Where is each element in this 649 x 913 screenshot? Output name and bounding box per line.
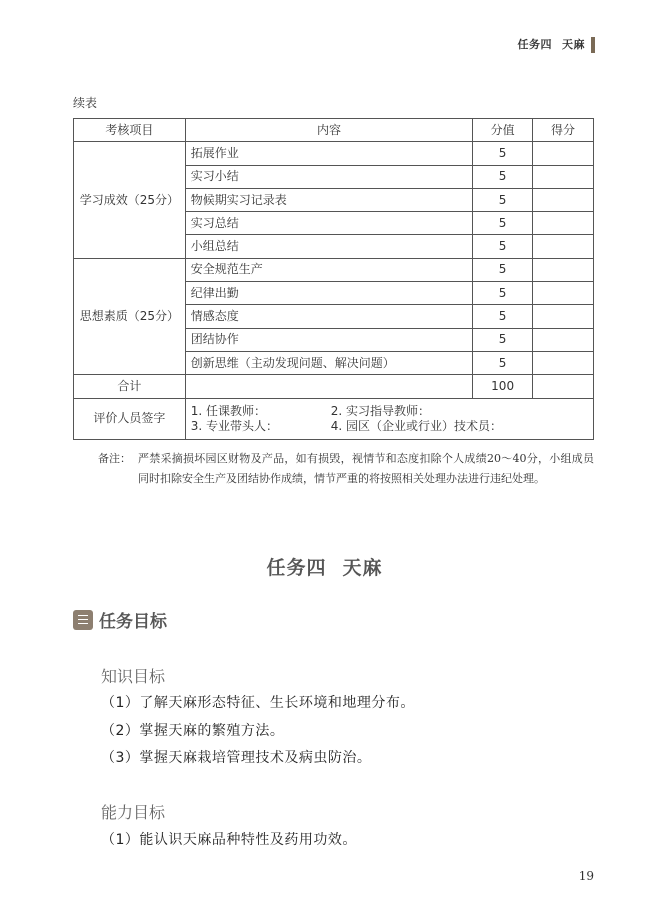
content-cell: 情感态度 (185, 305, 472, 328)
header-title: 天麻 (562, 38, 585, 51)
earned-score-cell (533, 165, 594, 188)
score-cell: 5 (473, 282, 533, 305)
goals-heading (73, 607, 167, 632)
column-header: 考核项目 (74, 119, 186, 142)
score-cell: 5 (473, 351, 533, 374)
signature-label: 评价人员签字 (74, 398, 186, 439)
header-task: 任务四 (517, 38, 552, 51)
earned-score-cell (533, 282, 594, 305)
total-content-cell (185, 375, 472, 398)
signature-lead: 3. 专业带头人： (190, 418, 278, 433)
score-cell: 5 (473, 212, 533, 235)
earned-score-cell (533, 235, 594, 258)
score-cell: 5 (473, 165, 533, 188)
content-cell: 拓展作业 (185, 142, 472, 165)
total-score: 100 (473, 375, 533, 398)
note-label: 备注： (98, 452, 131, 465)
signature-instructor: 2. 实习指导教师： (330, 403, 430, 418)
score-cell: 5 (473, 235, 533, 258)
group-label: 思想素质（25分） (74, 258, 186, 374)
ability-heading: 能力目标 (101, 803, 166, 822)
earned-score-cell (533, 258, 594, 281)
running-header (518, 36, 596, 53)
goals-heading-text: 任务目标 (99, 612, 167, 632)
knowledge-item: （2）掌握天麻的繁殖方法。 (101, 723, 285, 739)
table-row (74, 258, 594, 281)
signature-cell (185, 398, 593, 439)
column-header: 得分 (533, 119, 594, 142)
page-number: 19 (578, 869, 594, 883)
knowledge-item: （3）掌握天麻栽培管理技术及病虫防治。 (101, 750, 372, 766)
earned-score-cell (533, 188, 594, 211)
knowledge-item: （1）了解天麻形态特征、生长环境和地理分布。 (101, 695, 415, 711)
content-cell: 纪律出勤 (185, 282, 472, 305)
section-title (0, 553, 649, 580)
total-label: 合计 (74, 375, 186, 398)
score-cell: 5 (473, 142, 533, 165)
section-name: 天麻 (342, 557, 383, 579)
earned-score-cell (533, 212, 594, 235)
signature-teacher: 1. 任课教师： (190, 403, 266, 418)
score-cell: 5 (473, 328, 533, 351)
earned-score-cell (533, 328, 594, 351)
signature-row (74, 398, 594, 439)
ability-item: （1）能认识天麻品种特性及药用功效。 (101, 832, 357, 848)
clipboard-icon (73, 610, 93, 630)
content-cell: 小组总结 (185, 235, 472, 258)
content-cell: 实习总结 (185, 212, 472, 235)
earned-total-cell (533, 375, 594, 398)
content-cell: 团结协作 (185, 328, 472, 351)
signature-technician: 4. 园区（企业或行业）技术员： (330, 418, 502, 433)
table-header-row (74, 119, 594, 142)
earned-score-cell (533, 142, 594, 165)
total-row (74, 375, 594, 398)
earned-score-cell (533, 351, 594, 374)
column-header: 分值 (473, 119, 533, 142)
assessment-table (73, 118, 594, 440)
score-cell: 5 (473, 305, 533, 328)
column-header: 内容 (185, 119, 472, 142)
knowledge-heading: 知识目标 (101, 667, 166, 686)
section-task: 任务四 (266, 557, 327, 579)
note-text: 严禁采摘损坏园区财物及产品，如有损毁，视情节和态度扣除个人成绩20～40分，小组成员同时扣除安全生产及团结协作成绩，情节严重的将按照相关处理办法进行违纪处理。 (138, 452, 594, 485)
group-label: 学习成效（25分） (74, 142, 186, 258)
content-cell: 物候期实习记录表 (185, 188, 472, 211)
table-caption: 续表 (73, 96, 98, 110)
table-row (74, 142, 594, 165)
content-cell: 创新思维（主动发现问题、解决问题） (185, 351, 472, 374)
score-cell: 5 (473, 188, 533, 211)
earned-score-cell (533, 305, 594, 328)
content-cell: 安全规范生产 (185, 258, 472, 281)
score-cell: 5 (473, 258, 533, 281)
table-note (98, 449, 594, 489)
header-bar (591, 37, 595, 53)
content-cell: 实习小结 (185, 165, 472, 188)
